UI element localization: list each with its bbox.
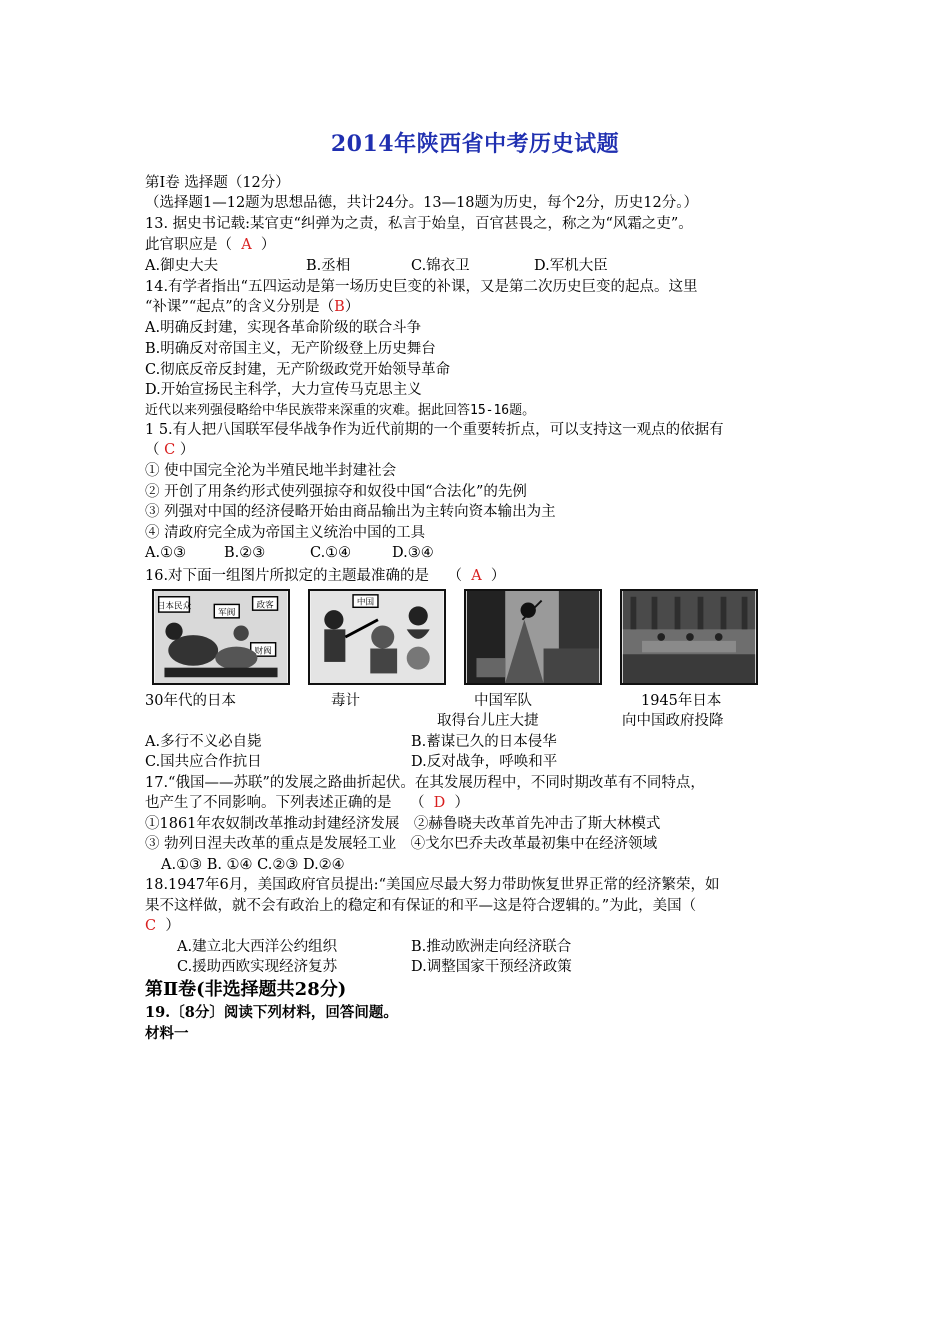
q15-stem-line2 xyxy=(145,440,194,460)
q15-item-4: ④ 清政府完全成为帝国主义统治中国的工具 xyxy=(145,525,426,541)
photo-surrender-image xyxy=(622,591,756,683)
q15-item-2: ② 开创了用条约形式使列强掠夺和奴役中国“合法化”的先例 xyxy=(145,484,527,500)
q14-stem-line1: 14.有学者指出“五四运动是第一场历史巨变的补课，又是第二次历史巨变的起点。这里 xyxy=(145,279,698,295)
q14-stem-pre: “补课”“起点”的含义分别是（ xyxy=(145,299,335,315)
q17-stem-line2 xyxy=(145,793,469,813)
q13-answer: A xyxy=(241,237,252,253)
cartoon-poison-image xyxy=(310,591,444,683)
q17-stem-pre: 也产生了不同影响。下列表述正确的是 xyxy=(145,795,392,811)
q16-option-c: C.国共应合作抗日 xyxy=(145,754,262,770)
img1-label-people: 日本民众 xyxy=(156,601,192,612)
caption-1945-japan: 1945年日本 xyxy=(641,693,722,709)
photo-taierzhuang-victory xyxy=(464,589,602,685)
q17-paren-open: （ xyxy=(409,795,425,811)
q17-options: A.①③ B. ①④ C.②③ D.②④ xyxy=(161,857,345,873)
q13-option-a: A.御史大夫 xyxy=(145,258,219,274)
q14-option-a: A.明确反封建，实现各革命阶级的联合斗争 xyxy=(145,320,422,336)
img1-label-zaibatsu: 财阀 xyxy=(254,646,272,657)
intro-15-16: 近代以来列强侵略给中华民族带来深重的灾难。据此回答15-16题。 xyxy=(145,403,536,418)
material-one-label: 材料一 xyxy=(145,1025,189,1042)
q14-option-d: D.开始宣扬民主科学，大力宣传马克思主义 xyxy=(145,382,422,398)
q16-paren-open: （ xyxy=(447,568,462,584)
q14-option-b: B.明确反对帝国主义，无产阶级登上历史舞台 xyxy=(145,341,436,357)
q14-stem-post: ） xyxy=(344,299,360,315)
q15-answer: C xyxy=(164,442,176,458)
q18-option-d: D.调整国家干预经济政策 xyxy=(411,959,572,975)
q17-items-row2: ③ 勃列日涅夫改革的重点是发展轻工业 ④戈尔巴乔夫改革最初集中在经济领域 xyxy=(145,836,658,852)
caption-chinese-army: 中国军队 xyxy=(474,693,532,709)
q18-stem-line3 xyxy=(145,916,180,936)
q18-answer: C xyxy=(145,918,157,934)
q13-stem-line1: 13. 据史书记载:某官吏“纠弹为之责，私言于始皇，百官甚畏之，称之为“风霜之吏”。 xyxy=(145,216,693,232)
q14-answer: B xyxy=(334,299,345,315)
q15-stem-post: ） xyxy=(179,442,195,458)
cartoon-japan-1930s xyxy=(152,589,290,685)
q18-option-b: B.推动欧洲走向经济联合 xyxy=(411,939,572,955)
q18-stem-line2: 果不这样做，就不会有政治上的稳定和有保证的和平—这是符合逻辑的。”为此，美国（ xyxy=(145,898,697,914)
q16-option-b: B.蓄谋已久的日本侵华 xyxy=(411,734,557,750)
q17-paren-close: ） xyxy=(454,795,470,811)
q18-stem-post: ） xyxy=(165,918,180,934)
part1-heading: 第Ⅰ卷 选择题（12分） xyxy=(145,175,290,191)
q18-option-c: C.援助西欧实现经济复苏 xyxy=(177,959,338,975)
q17-answer: D xyxy=(433,795,446,811)
q15-option-a: A.①③ xyxy=(145,545,187,561)
q13-option-b: B.丞相 xyxy=(306,258,351,274)
q17-stem-line1: 17.“俄国——苏联”的发展之路曲折起伏。在其发展历程中，不同时期改革有不同特点， xyxy=(145,775,705,791)
q17-items-row1: ①1861年农奴制改革推动封建经济发展 ②赫鲁晓夫改革首先冲击了斯大林模式 xyxy=(145,816,661,832)
img1-label-politician: 政客 xyxy=(256,600,274,611)
q16-stem xyxy=(145,566,505,586)
q16-stem-pre: 16.对下面一组图片所拟定的主题最准确的是 xyxy=(145,568,430,584)
img1-label-warlord: 军阀 xyxy=(218,607,236,618)
caption-poison-plot: 毒计 xyxy=(331,693,360,709)
caption-surrender: 向中国政府投降 xyxy=(622,713,724,729)
q15-item-1: ① 使中国完全沦为半殖民地半封建社会 xyxy=(145,463,397,479)
page-title: 2014年陕西省中考历史试题 xyxy=(330,131,620,157)
q15-option-c: C.①④ xyxy=(310,545,352,561)
q18-option-a: A.建立北大西洋公约组织 xyxy=(177,939,338,955)
q14-option-c: C.彻底反帝反封建，无产阶级政党开始领导革命 xyxy=(145,362,451,378)
caption-taierzhuang: 取得台儿庄大捷 xyxy=(437,713,539,729)
q16-answer: A xyxy=(471,568,482,584)
q15-option-d: D.③④ xyxy=(392,545,434,561)
img2-label-china: 中国 xyxy=(356,597,375,608)
q13-option-c: C.锦衣卫 xyxy=(411,258,470,274)
cartoon-poison-plot xyxy=(308,589,446,685)
q16-option-d: D.反对战争，呼唤和平 xyxy=(411,754,558,770)
photo-japan-surrender-1945 xyxy=(620,589,758,685)
q13-stem-line2 xyxy=(145,235,275,255)
q15-stem-pre: （ xyxy=(145,442,160,458)
caption-japan-1930s: 30年代的日本 xyxy=(145,693,236,709)
q14-stem-line2 xyxy=(145,297,359,317)
q13-stem-post: ） xyxy=(260,237,276,253)
q15-stem-line1: 1 5.有人把八国联军侵华战争作为近代前期的一个重要转折点，可以支持这一观点的依据有 xyxy=(145,422,724,438)
cartoon-japan-image xyxy=(154,591,288,683)
q15-item-3: ③ 列强对中国的经济侵略开始由商品输出为主转向资本输出为主 xyxy=(145,504,556,520)
part2-heading: 第Ⅱ卷(非选择题共28分) xyxy=(145,979,347,1000)
q13-option-d: D.军机大臣 xyxy=(534,258,608,274)
q16-option-a: A.多行不义必自毙 xyxy=(145,734,262,750)
q16-paren-close: ） xyxy=(490,568,506,584)
part1-note: （选择题1—12题为思想品德，共计24分。13—18题为历史，每个2分，历史12分。） xyxy=(145,195,698,211)
photo-taierzhuang-image xyxy=(466,591,600,683)
q18-stem-line1: 18.1947年6月，美国政府官员提出:“美国应尽最大努力带助恢复世界正常的经济繁荣，如 xyxy=(145,877,720,893)
q15-option-b: B.②③ xyxy=(224,545,266,561)
q19-stem: 19.〔8分〕阅读下列材料，回答间题。 xyxy=(145,1004,398,1021)
q13-stem-pre: 此官职应是（ xyxy=(145,237,232,253)
